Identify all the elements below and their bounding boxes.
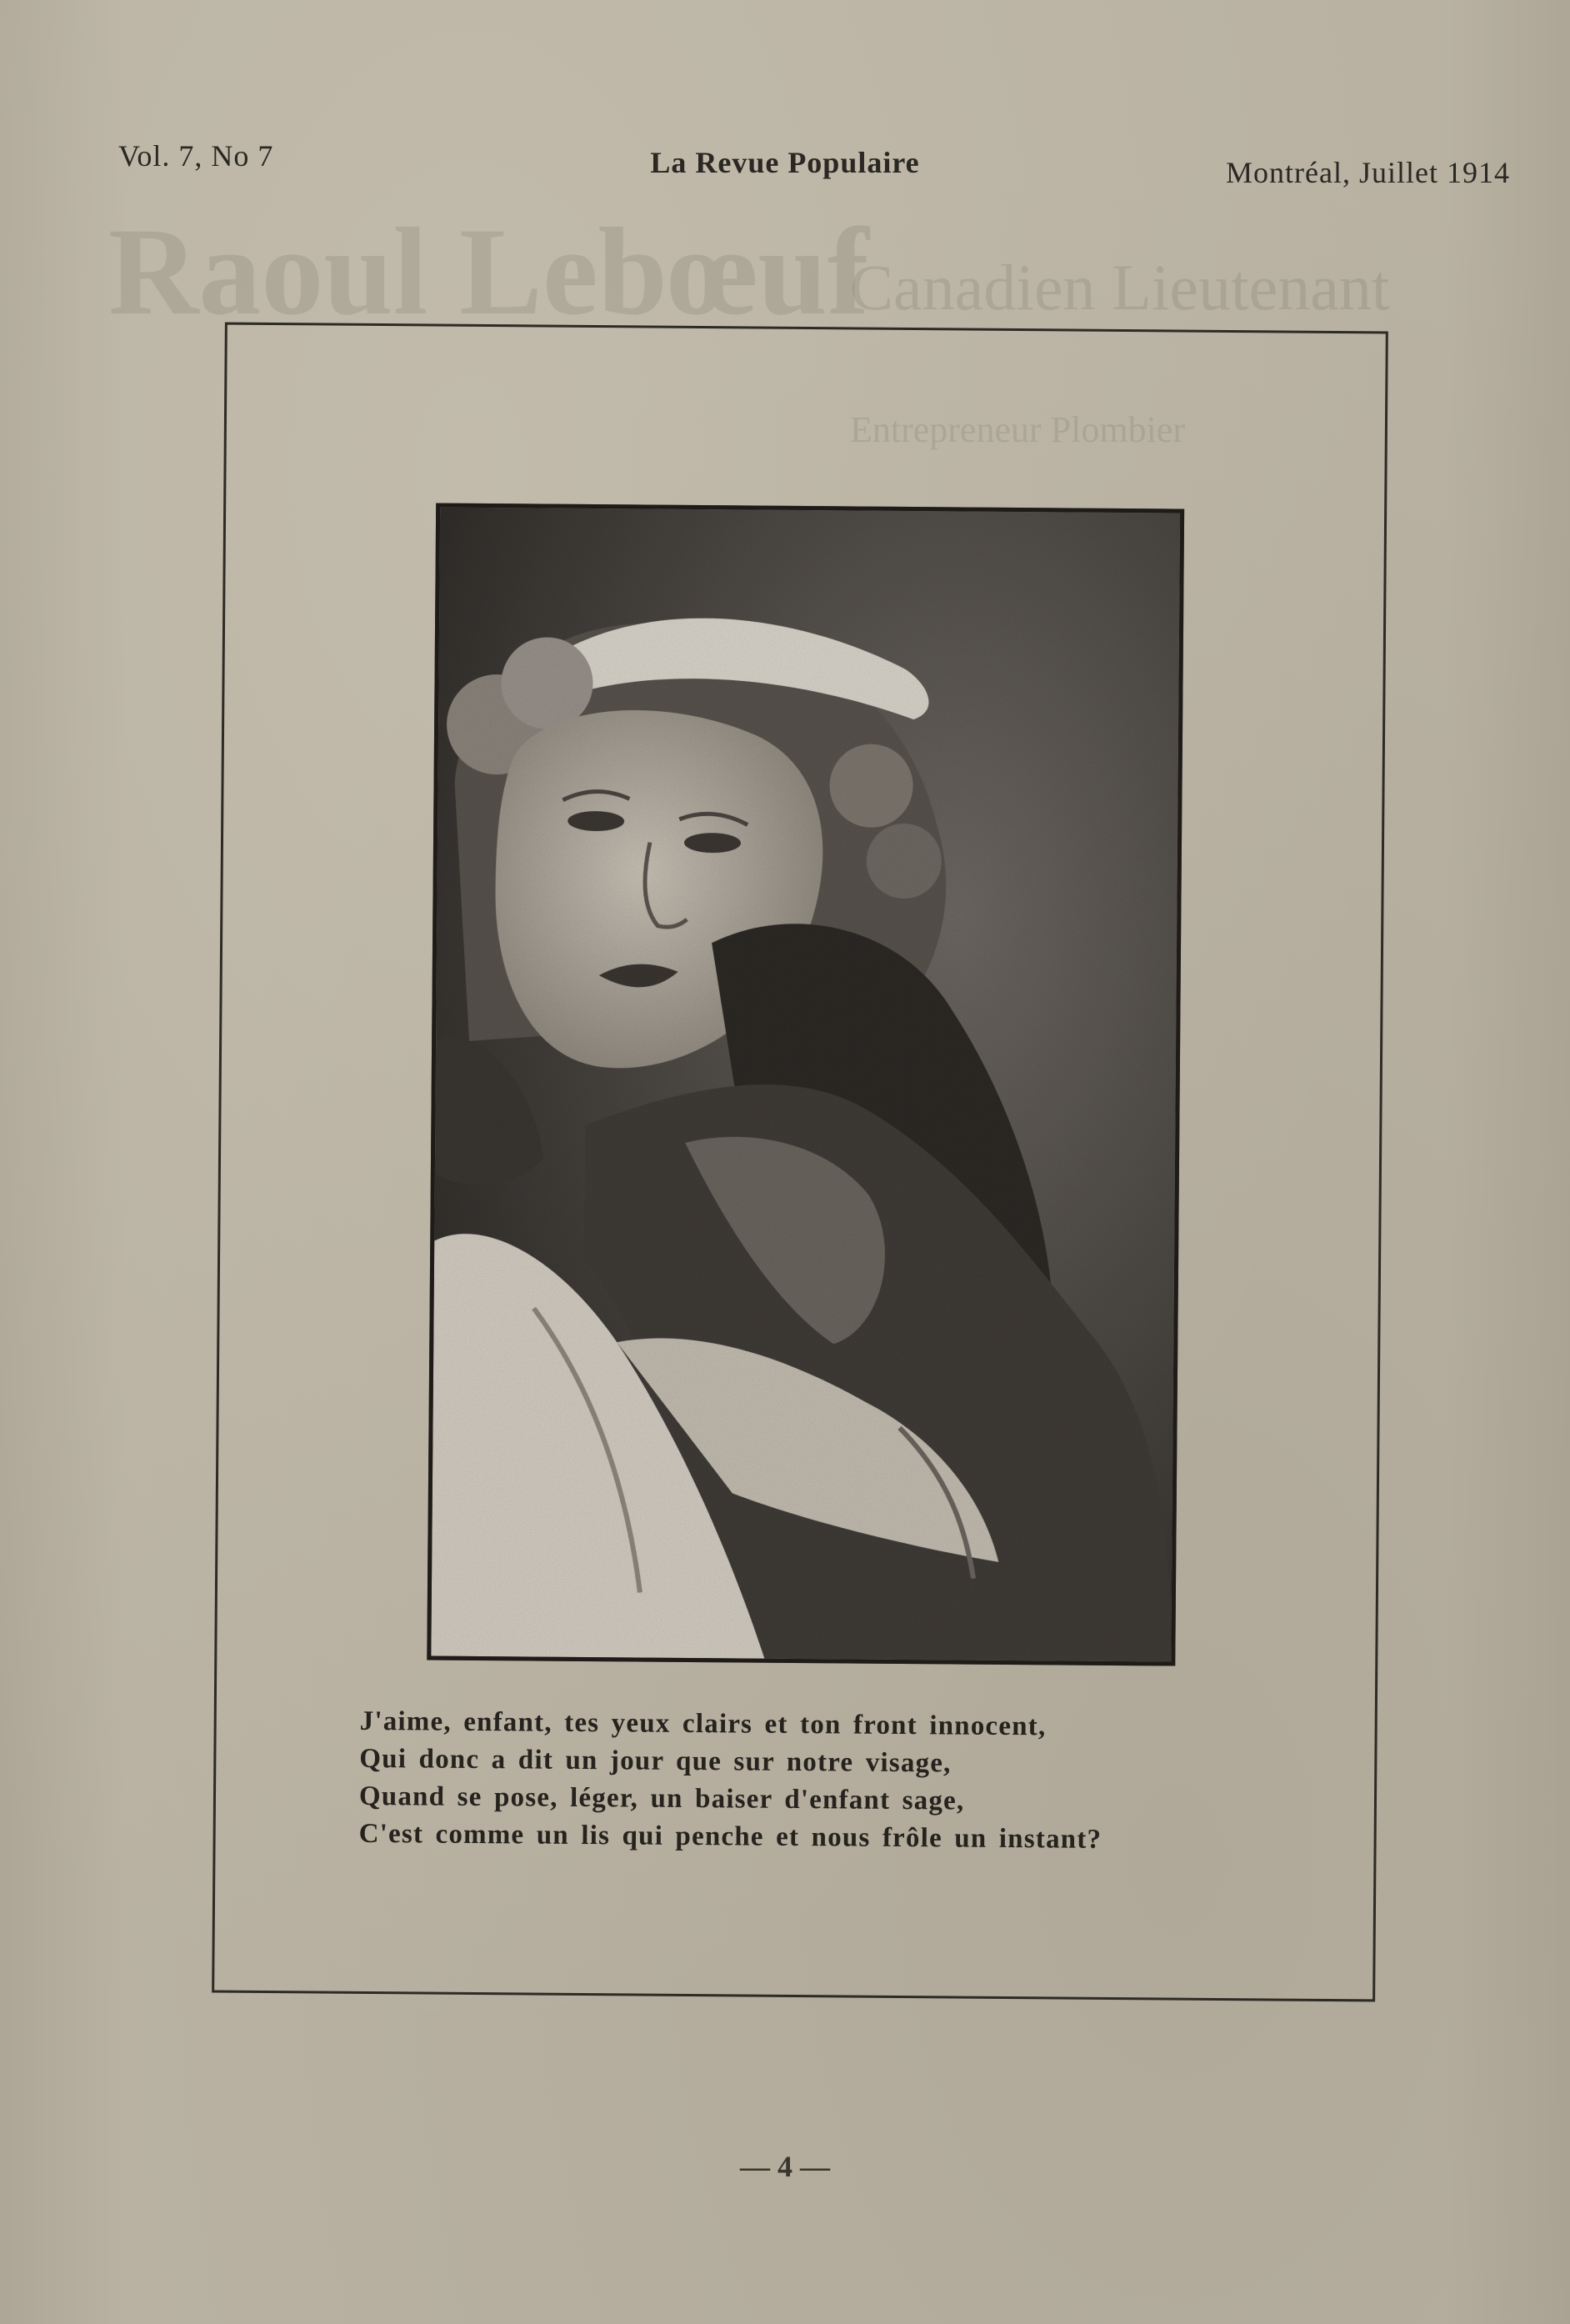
page-number: — 4 — [740, 2150, 830, 2183]
bleed-through-text: Canadien Lieutenant [850, 251, 1390, 323]
volume-number: Vol. 7, No 7 [118, 139, 274, 173]
poem-line: C'est comme un lis qui penche et nous frôle un instant? [358, 1818, 1102, 1855]
poem-line: J'aime, enfant, tes yeux clairs et ton front innocent, [359, 1705, 1047, 1742]
illustration-frame [212, 323, 1388, 2002]
bleed-through-text: Raoul Lebœuf [108, 203, 869, 341]
bleed-through-text: Entrepreneur Plombier [850, 409, 1185, 450]
issue-date: Montréal, Juillet 1914 [1226, 156, 1510, 189]
publication-title: La Revue Populaire [650, 146, 920, 179]
poem-line: Qui donc a dit un jour que sur notre visage, [359, 1743, 952, 1779]
poem [358, 1703, 1276, 1861]
portrait-icon [431, 508, 1180, 1662]
poem-line: Quand se pose, léger, un baiser d'enfant sage, [358, 1781, 965, 1816]
portrait-photograph [427, 503, 1184, 1666]
